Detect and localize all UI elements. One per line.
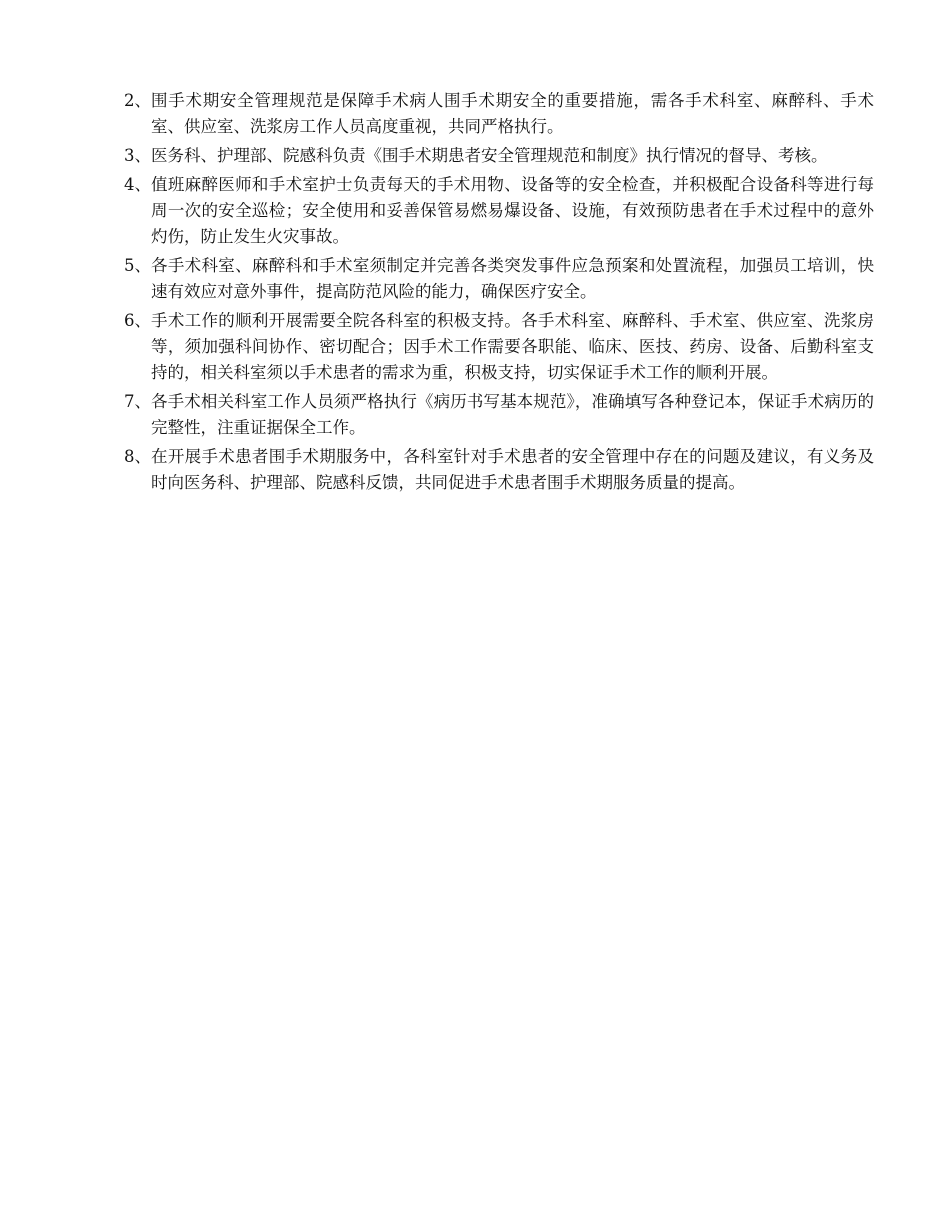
clause-text: 医务科、护理部、院感科负责《围手术期患者安全管理规范和制度》执行情况的督导、考核。 (151, 146, 828, 165)
clause-text: 各手术相关科室工作人员须严格执行《病历书写基本规范》，准确填写各种登记本，保证手术病历的完整性，注重证据保全工作。 (151, 392, 874, 437)
clause-7 (124, 389, 874, 441)
clause-6 (124, 308, 874, 386)
clause-number: 7、 (124, 392, 151, 411)
clause-3 (124, 143, 874, 169)
clause-number: 6、 (124, 311, 151, 330)
clause-number: 2、 (124, 91, 151, 110)
clause-list (124, 88, 874, 499)
clause-8 (124, 444, 874, 496)
clause-number: 3、 (124, 146, 151, 165)
clause-number: 5、 (124, 256, 151, 275)
clause-text: 围手术期安全管理规范是保障手术病人围手术期安全的重要措施，需各手术科室、麻醉科、手术室、供应室、洗浆房工作人员高度重视，共同严格执行。 (151, 91, 874, 136)
clause-5 (124, 253, 874, 305)
clause-text: 值班麻醉医师和手术室护士负责每天的手术用物、设备等的安全检查，并积极配合设备科等进行每周一次的安全巡检；安全使用和妥善保管易燃易爆设备、设施，有效预防患者在手术过程中的意外灼伤，防止发生火灾事故。 (151, 175, 874, 246)
clause-number: 8、 (124, 447, 151, 466)
clause-2 (124, 88, 874, 140)
clause-4 (124, 172, 874, 250)
clause-text: 在开展手术患者围手术期服务中，各科室针对手术患者的安全管理中存在的问题及建议，有义务及时向医务科、护理部、院感科反馈，共同促进手术患者围手术期服务质量的提高。 (151, 447, 874, 492)
clause-text: 各手术科室、麻醉科和手术室须制定并完善各类突发事件应急预案和处置流程，加强员工培训，快速有效应对意外事件，提高防范风险的能力，确保医疗安全。 (151, 256, 874, 301)
clause-number: 4、 (124, 175, 151, 194)
clause-text: 手术工作的顺利开展需要全院各科室的积极支持。各手术科室、麻醉科、手术室、供应室、洗浆房等，须加强科间协作、密切配合；因手术工作需要各职能、临床、医技、药房、设备、后勤科室支持的，相关科室须以手术患者的需求为重，积极支持，切实保证手术工作的顺利开展。 (151, 311, 874, 382)
